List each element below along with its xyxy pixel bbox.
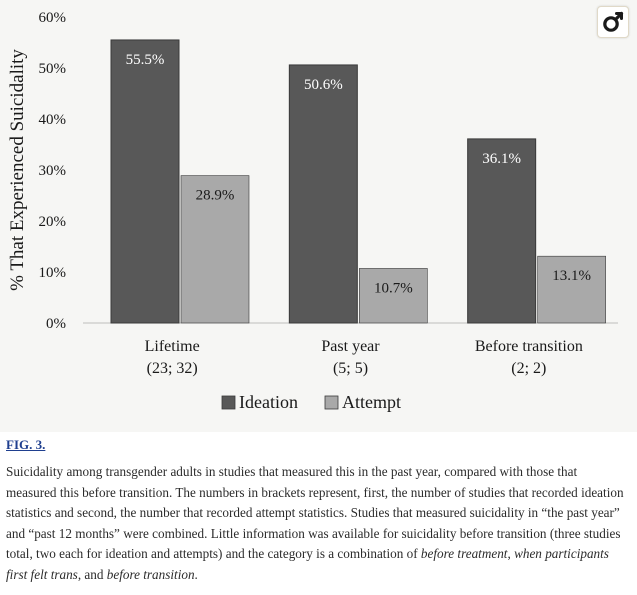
- y-tick-label: 60%: [38, 10, 66, 26]
- caption-segment: .: [194, 566, 198, 582]
- caption-segment: Suicidality among transgender adults in studies that measured this in the past year, compared with those that measured this before transition. The numbers in brackets represent, first, the number of studies that recorded ideation statistics and second, the number that recorded attempt statistics. Studies that measured suicidality in “the past year” and “past 12 months” were combined. Little information was available for suicidality before transition (three studies total, two each for ideation and attempts) and the category is a combination of: [6, 464, 624, 561]
- x-category-sublabel: (5; 5): [332, 360, 369, 377]
- external-link-button[interactable]: [597, 6, 629, 38]
- x-category-label: Before transition: [474, 338, 583, 355]
- ideation-value-label: 55.5%: [125, 51, 165, 68]
- y-tick-label: 20%: [38, 214, 66, 230]
- caption-segment: when participants first felt trans: [6, 546, 609, 582]
- x-category-label: Lifetime: [144, 338, 200, 355]
- ideation-bar: [111, 40, 179, 323]
- x-category-label: Past year: [321, 338, 380, 355]
- figure-label-link[interactable]: FIG. 3.: [6, 437, 46, 452]
- external-link-icon: [598, 7, 628, 37]
- attempt-value-label: 28.9%: [195, 187, 235, 204]
- y-tick-label: 0%: [46, 316, 66, 332]
- legend-swatch-ideation: [222, 396, 235, 409]
- legend-swatch-attempt: [325, 396, 338, 409]
- legend-label-ideation: Ideation: [239, 392, 298, 412]
- ideation-value-label: 50.6%: [303, 76, 343, 93]
- attempt-value-label: 10.7%: [373, 280, 413, 297]
- legend-label-attempt: Attempt: [342, 392, 401, 412]
- caption-segment: before transition: [106, 566, 195, 582]
- x-category-sublabel: (2; 2): [511, 360, 547, 377]
- y-tick-label: 50%: [38, 61, 66, 77]
- y-tick-label: 30%: [38, 163, 66, 179]
- y-axis-title: % That Experienced Suicidality: [7, 49, 28, 291]
- attempt-bar: [538, 256, 606, 323]
- caption-segment: , and: [77, 566, 107, 582]
- x-category-sublabel: (23; 32): [146, 360, 198, 377]
- caption-segment: before treatment: [420, 546, 508, 561]
- y-tick-label: 10%: [38, 265, 66, 281]
- figure-caption: [6, 462, 630, 585]
- attempt-value-label: 13.1%: [552, 268, 592, 285]
- ideation-bar: [289, 65, 357, 323]
- ideation-value-label: 36.1%: [482, 150, 522, 167]
- y-tick-label: 40%: [38, 112, 66, 128]
- caption-segment: ,: [507, 546, 515, 561]
